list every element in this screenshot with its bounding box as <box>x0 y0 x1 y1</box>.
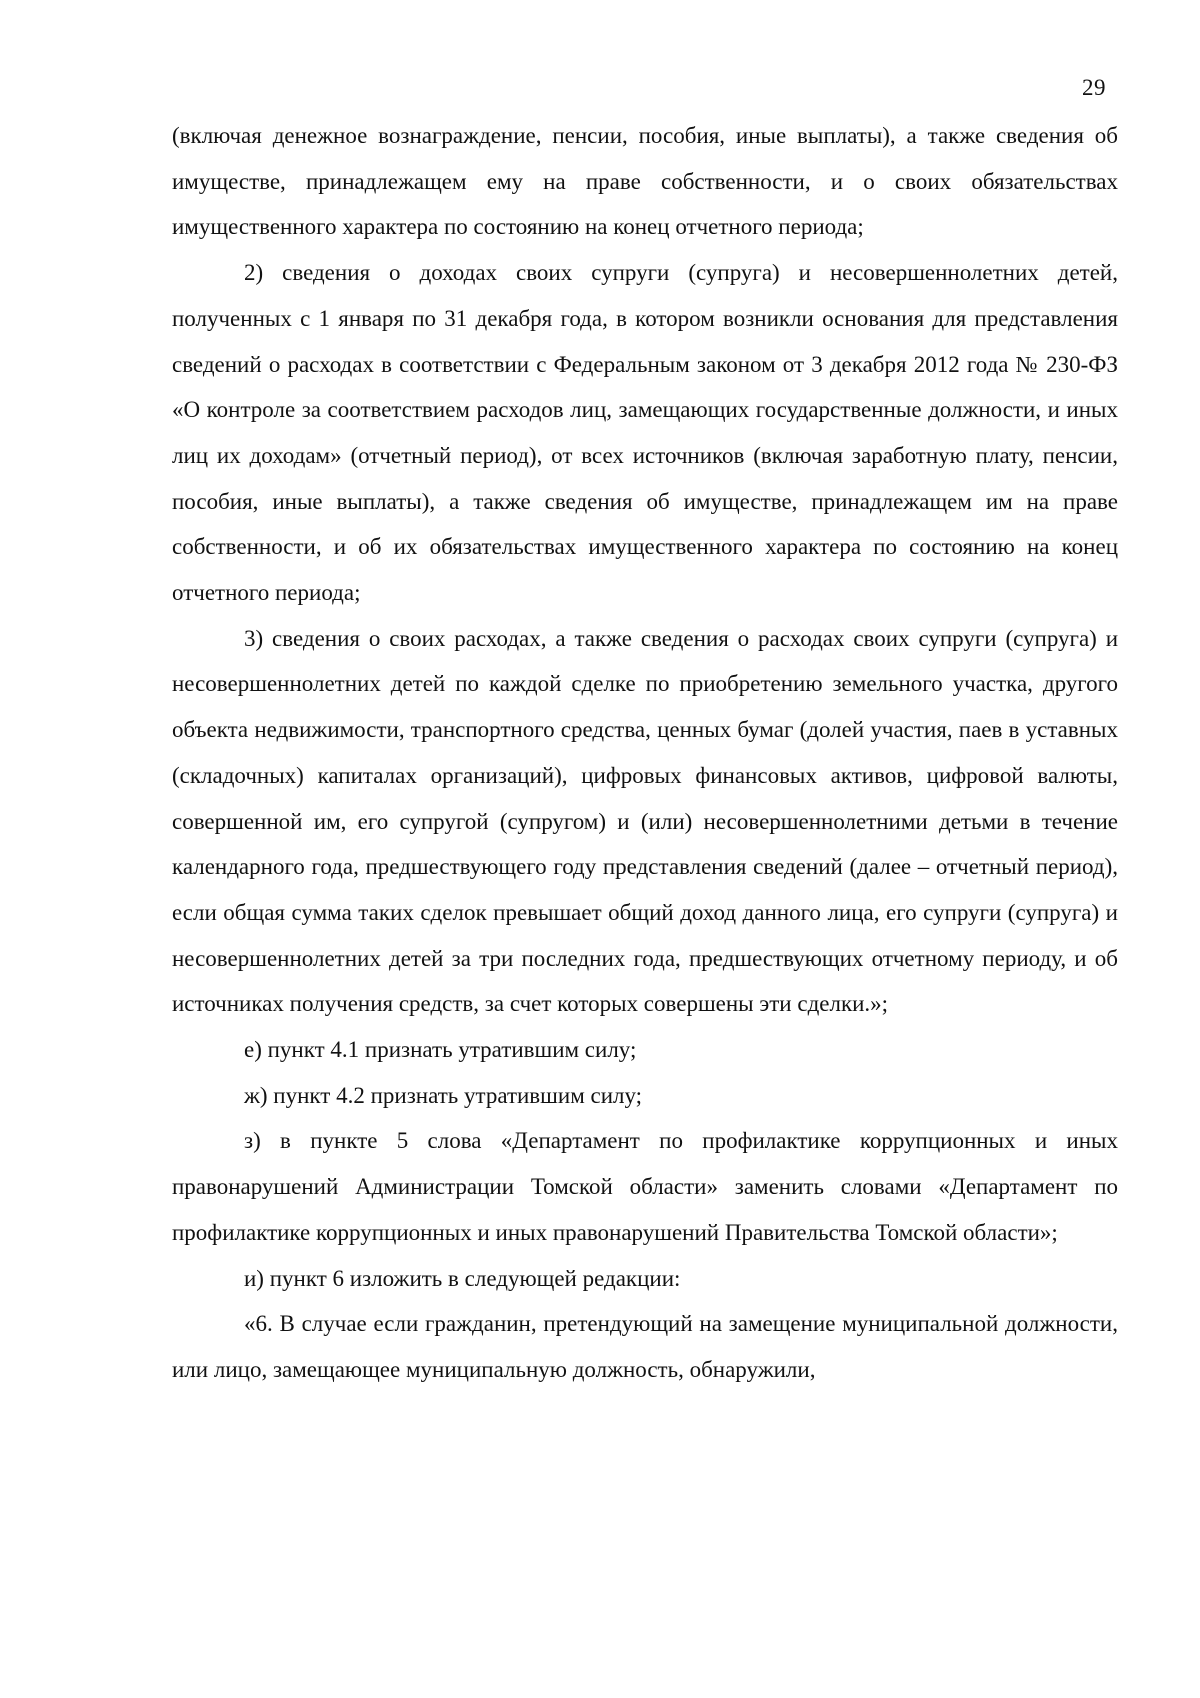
document-body <box>172 113 1118 1393</box>
page-number: 29 <box>1082 75 1106 100</box>
paragraph-item-z: з) в пункте 5 слова «Департамент по профилактике коррупционных и иных правонарушений Администрации Томской области» заменить словами «Департамент по профилактике коррупционных и иных правонарушений Правительства Томской области»; <box>172 1128 1118 1245</box>
paragraph-continuation: (включая денежное вознаграждение, пенсии, пособия, иные выплаты), а также сведения об имуществе, принадлежащем ему на праве собственности, и о своих обязательствах имущественного характера по состоянию на конец отчетного периода; <box>172 123 1118 240</box>
paragraph-item-zh: ж) пункт 4.2 признать утратившим силу; <box>244 1082 643 1108</box>
paragraph-item-e: е) пункт 4.1 признать утратившим силу; <box>244 1037 637 1063</box>
paragraph-item-i: и) пункт 6 изложить в следующей редакции: <box>244 1265 681 1291</box>
paragraph-item-6: «6. В случае если гражданин, претендующий на замещение муниципальной должности, или лицо, замещающее муниципальную должность, обнаружили, <box>172 1311 1118 1382</box>
paragraph-item-2: 2) сведения о доходах своих супруги (супруга) и несовершеннолетних детей, полученных с 1 января по 31 декабря года, в котором возникли основания для представления сведений о расходах в соответствии с Федеральным законом от 3 декабря 2012 года № 230-ФЗ «О контроле за соответствием расходов лиц, замещающих государственные должности, и иных лиц их доходам» (отчетный период), от всех источников (включая заработную плату, пенсии, пособия, иные выплаты), а также сведения об имуществе, принадлежащем им на праве собственности, и об их обязательствах имущественного характера по состоянию на конец отчетного периода; <box>172 260 1118 606</box>
paragraph-item-3: 3) сведения о своих расходах, а также сведения о расходах своих супруги (супруга) и несовершеннолетних детей по каждой сделке по приобретению земельного участка, другого объекта недвижимости, транспортного средства, ценных бумаг (долей участия, паев в уставных (складочных) капиталах организаций), цифровых финансовых активов, цифровой валюты, совершенной им, его супругой (супругом) и (или) несовершеннолетними детьми в течение календарного года, предшествующего году представления сведений (далее – отчетный период), если общая сумма таких сделок превышает общий доход данного лица, его супруги (супруга) и несовершеннолетних детей за три последних года, предшествующих отчетному периоду, и об источниках получения средств, за счет которых совершены эти сделки.»; <box>172 625 1118 1017</box>
